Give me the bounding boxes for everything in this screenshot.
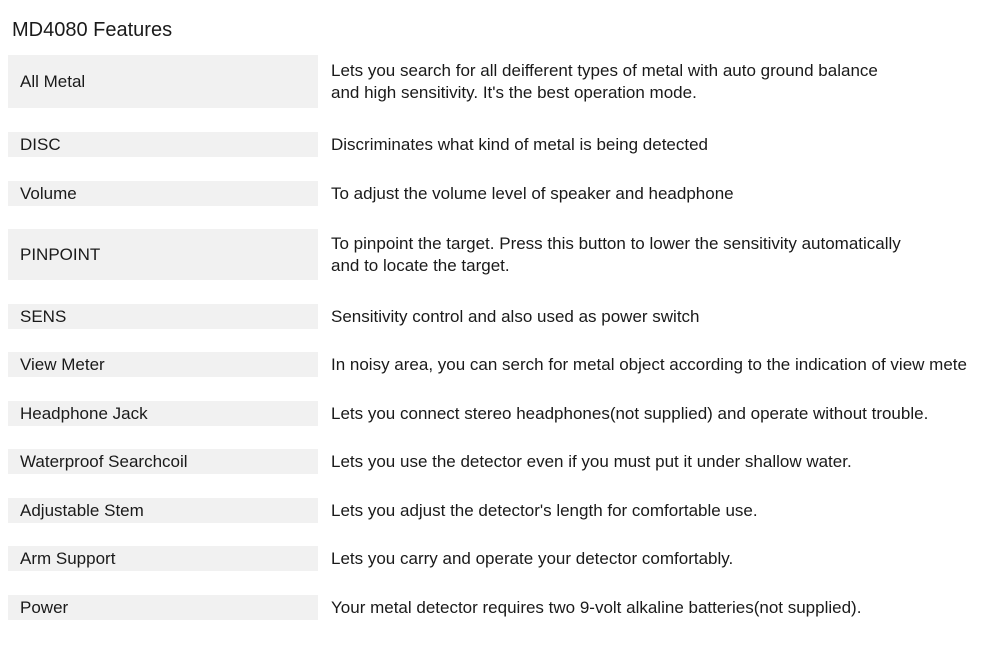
feature-description bbox=[331, 229, 1000, 280]
feature-description bbox=[331, 132, 1000, 157]
feature-description bbox=[331, 55, 1000, 108]
feature-description-line: Lets you use the detector even if you must put it under shallow water. bbox=[331, 451, 852, 471]
feature-name: All Metal bbox=[8, 55, 318, 108]
feature-description-line: Sensitivity control and also used as power switch bbox=[331, 306, 700, 326]
feature-description-line: Lets you adjust the detector's length for comfortable use. bbox=[331, 500, 758, 520]
feature-description-line: Lets you search for all deifferent types of metal with auto ground balance bbox=[331, 60, 878, 80]
feature-name: Volume bbox=[8, 181, 318, 206]
feature-description-line: To adjust the volume level of speaker and headphone bbox=[331, 183, 734, 203]
feature-name: Power bbox=[8, 595, 318, 620]
feature-description bbox=[331, 595, 1000, 620]
feature-description bbox=[331, 498, 1000, 523]
feature-row-sens bbox=[0, 304, 1000, 329]
feature-name: DISC bbox=[8, 132, 318, 157]
feature-row-headphone-jack bbox=[0, 401, 1000, 426]
feature-row-adjustable-stem bbox=[0, 498, 1000, 523]
feature-row-power bbox=[0, 595, 1000, 620]
feature-name: View Meter bbox=[8, 352, 318, 377]
feature-row-disc bbox=[0, 132, 1000, 157]
feature-description bbox=[331, 449, 1000, 474]
feature-name: SENS bbox=[8, 304, 318, 329]
feature-description-line: Discriminates what kind of metal is being detected bbox=[331, 134, 709, 154]
feature-row-waterproof-searchcoil bbox=[0, 449, 1000, 474]
feature-description-line: Your metal detector requires two 9-volt alkaline batteries(not supplied). bbox=[331, 597, 862, 617]
feature-description-line: and to locate the target. bbox=[331, 255, 510, 275]
feature-description bbox=[331, 181, 1000, 206]
feature-row-view-meter bbox=[0, 352, 1000, 377]
feature-description-line: and high sensitivity. It's the best operation mode. bbox=[331, 82, 697, 102]
feature-description-line: In noisy area, you can serch for metal object according to the indication of view mete bbox=[331, 354, 967, 374]
feature-description bbox=[331, 401, 1000, 426]
feature-name: Waterproof Searchcoil bbox=[8, 449, 318, 474]
feature-description-line: To pinpoint the target. Press this button to lower the sensitivity automatically bbox=[331, 233, 901, 253]
feature-row-all-metal bbox=[0, 55, 1000, 108]
page-title: MD4080 Features bbox=[12, 19, 173, 41]
feature-description-line: Lets you connect stereo headphones(not supplied) and operate without trouble. bbox=[331, 403, 929, 423]
feature-row-arm-support bbox=[0, 546, 1000, 571]
feature-row-volume bbox=[0, 181, 1000, 206]
feature-name: PINPOINT bbox=[8, 229, 318, 280]
feature-name: Adjustable Stem bbox=[8, 498, 318, 523]
feature-name: Arm Support bbox=[8, 546, 318, 571]
feature-description bbox=[331, 304, 1000, 329]
feature-description bbox=[331, 546, 1000, 571]
feature-description bbox=[331, 352, 1000, 377]
feature-description-line: Lets you carry and operate your detector comfortably. bbox=[331, 548, 734, 568]
feature-row-pinpoint bbox=[0, 229, 1000, 280]
feature-name: Headphone Jack bbox=[8, 401, 318, 426]
